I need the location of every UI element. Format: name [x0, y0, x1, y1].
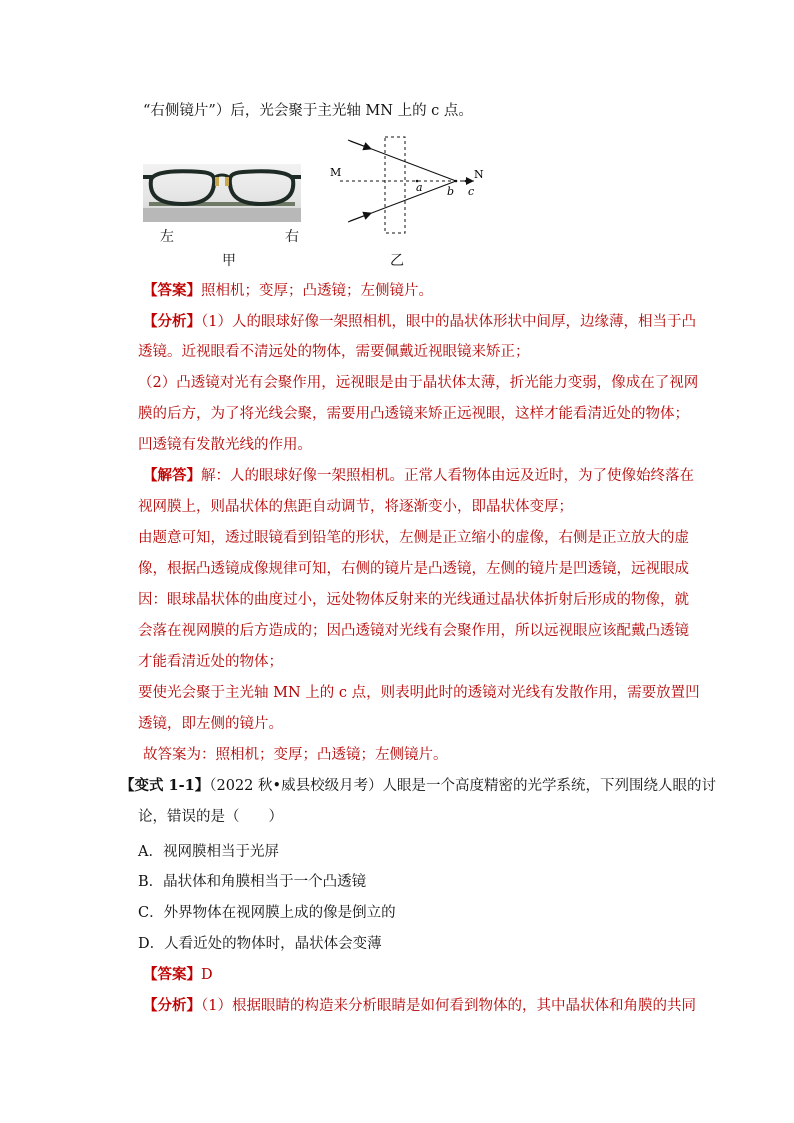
label-left: 左 — [160, 229, 174, 245]
answer-line — [143, 965, 213, 985]
solution-line: 像，根据凸透镜成像规律可知，右侧的镜片是凸透镜，左侧的镜片是凹透镜，远视眼成 — [138, 561, 689, 577]
label-N: N — [474, 168, 484, 181]
variant-text: （2022 秋•威县校级月考）人眼是一个高度精密的光学系统，下列围绕人眼的讨 — [209, 778, 717, 794]
variant-question-line — [120, 776, 716, 796]
label-M: M — [330, 166, 342, 179]
analysis-tag: 【分析】 — [143, 997, 201, 1014]
solution-text: 解：人的眼球好像一架照相机。正常人看物体由远及近时，为了使像始终落在 — [201, 468, 694, 484]
option-b: B．晶状体和角膜相当于一个凸透镜 — [138, 874, 367, 890]
solution-line: 透镜，即左侧的镜片。 — [138, 716, 283, 732]
analysis-line: 膜的后方，为了将光线会聚，需要用凸透镜来矫正远视眼，这样才能看清近处的物体； — [138, 406, 689, 422]
solution-line — [143, 466, 694, 486]
text-line: “右侧镜片”）后，光会聚于主光轴 MN 上的 c 点。 — [143, 103, 473, 119]
answer-text: D — [201, 967, 213, 983]
answer-text: 照相机；变厚；凸透镜；左侧镜片。 — [201, 283, 433, 299]
analysis-line — [143, 996, 696, 1016]
answer-tag: 【答案】 — [143, 282, 201, 299]
label-right: 右 — [285, 229, 299, 245]
analysis-line: （2）凸透镜对光有会聚作用，远视眼是由于晶状体太薄，折光能力变弱，像成在了视网 — [138, 375, 699, 391]
caption-jia: 甲 — [222, 253, 236, 269]
variant-tag: 【变式 1-1】 — [120, 777, 210, 794]
analysis-text: （1）人的眼球好像一架照相机，眼中的晶状体形状中间厚，边缘薄，相当于凸 — [201, 314, 696, 330]
solution-final: 故答案为：照相机；变厚；凸透镜；左侧镜片。 — [143, 747, 448, 763]
lens-ray-diagram — [326, 132, 491, 236]
glasses-photo — [143, 164, 301, 222]
analysis-text: （1）根据眼睛的构造来分析眼睛是如何看到物体的，其中晶状体和角膜的共同 — [201, 998, 696, 1014]
label-a: a — [416, 181, 423, 194]
analysis-tag: 【分析】 — [143, 313, 201, 330]
option-d: D．人看近处的物体时，晶状体会变薄 — [138, 936, 382, 952]
label-c: c — [468, 185, 475, 198]
answer-tag: 【答案】 — [143, 966, 201, 983]
solution-line: 视网膜上，则晶状体的焦距自动调节，将逐渐变小，即晶状体变厚； — [138, 499, 573, 515]
analysis-line: 透镜。近视眼看不清远处的物体，需要佩戴近视眼镜来矫正； — [138, 344, 530, 360]
solution-line: 由题意可知，透过眼镜看到铅笔的形状，左侧是正立缩小的虚像，右侧是正立放大的虚 — [138, 530, 689, 546]
label-b: b — [447, 185, 455, 198]
option-c: C．外界物体在视网膜上成的像是倒立的 — [138, 905, 396, 921]
solution-tag: 【解答】 — [143, 467, 201, 484]
variant-question-line: 论，错误的是（ ） — [138, 809, 283, 825]
solution-line: 因：眼球晶状体的曲度过小，远处物体反射来的光线通过晶状体折射后形成的物像，就 — [138, 592, 689, 608]
caption-yi: 乙 — [390, 253, 404, 269]
analysis-line: 凹透镜有发散光线的作用。 — [138, 437, 312, 453]
solution-line: 才能看清近处的物体； — [138, 654, 283, 670]
option-a: A．视网膜相当于光屏 — [138, 844, 279, 860]
analysis-line — [143, 312, 696, 332]
answer-line — [143, 281, 433, 301]
solution-line: 会落在视网膜的后方造成的；因凸透镜对光线有会聚作用，所以远视眼应该配戴凸透镜 — [138, 623, 689, 639]
solution-line: 要使光会聚于主光轴 MN 上的 c 点，则表明此时的透镜对光线有发散作用，需要放置凹 — [138, 685, 700, 701]
